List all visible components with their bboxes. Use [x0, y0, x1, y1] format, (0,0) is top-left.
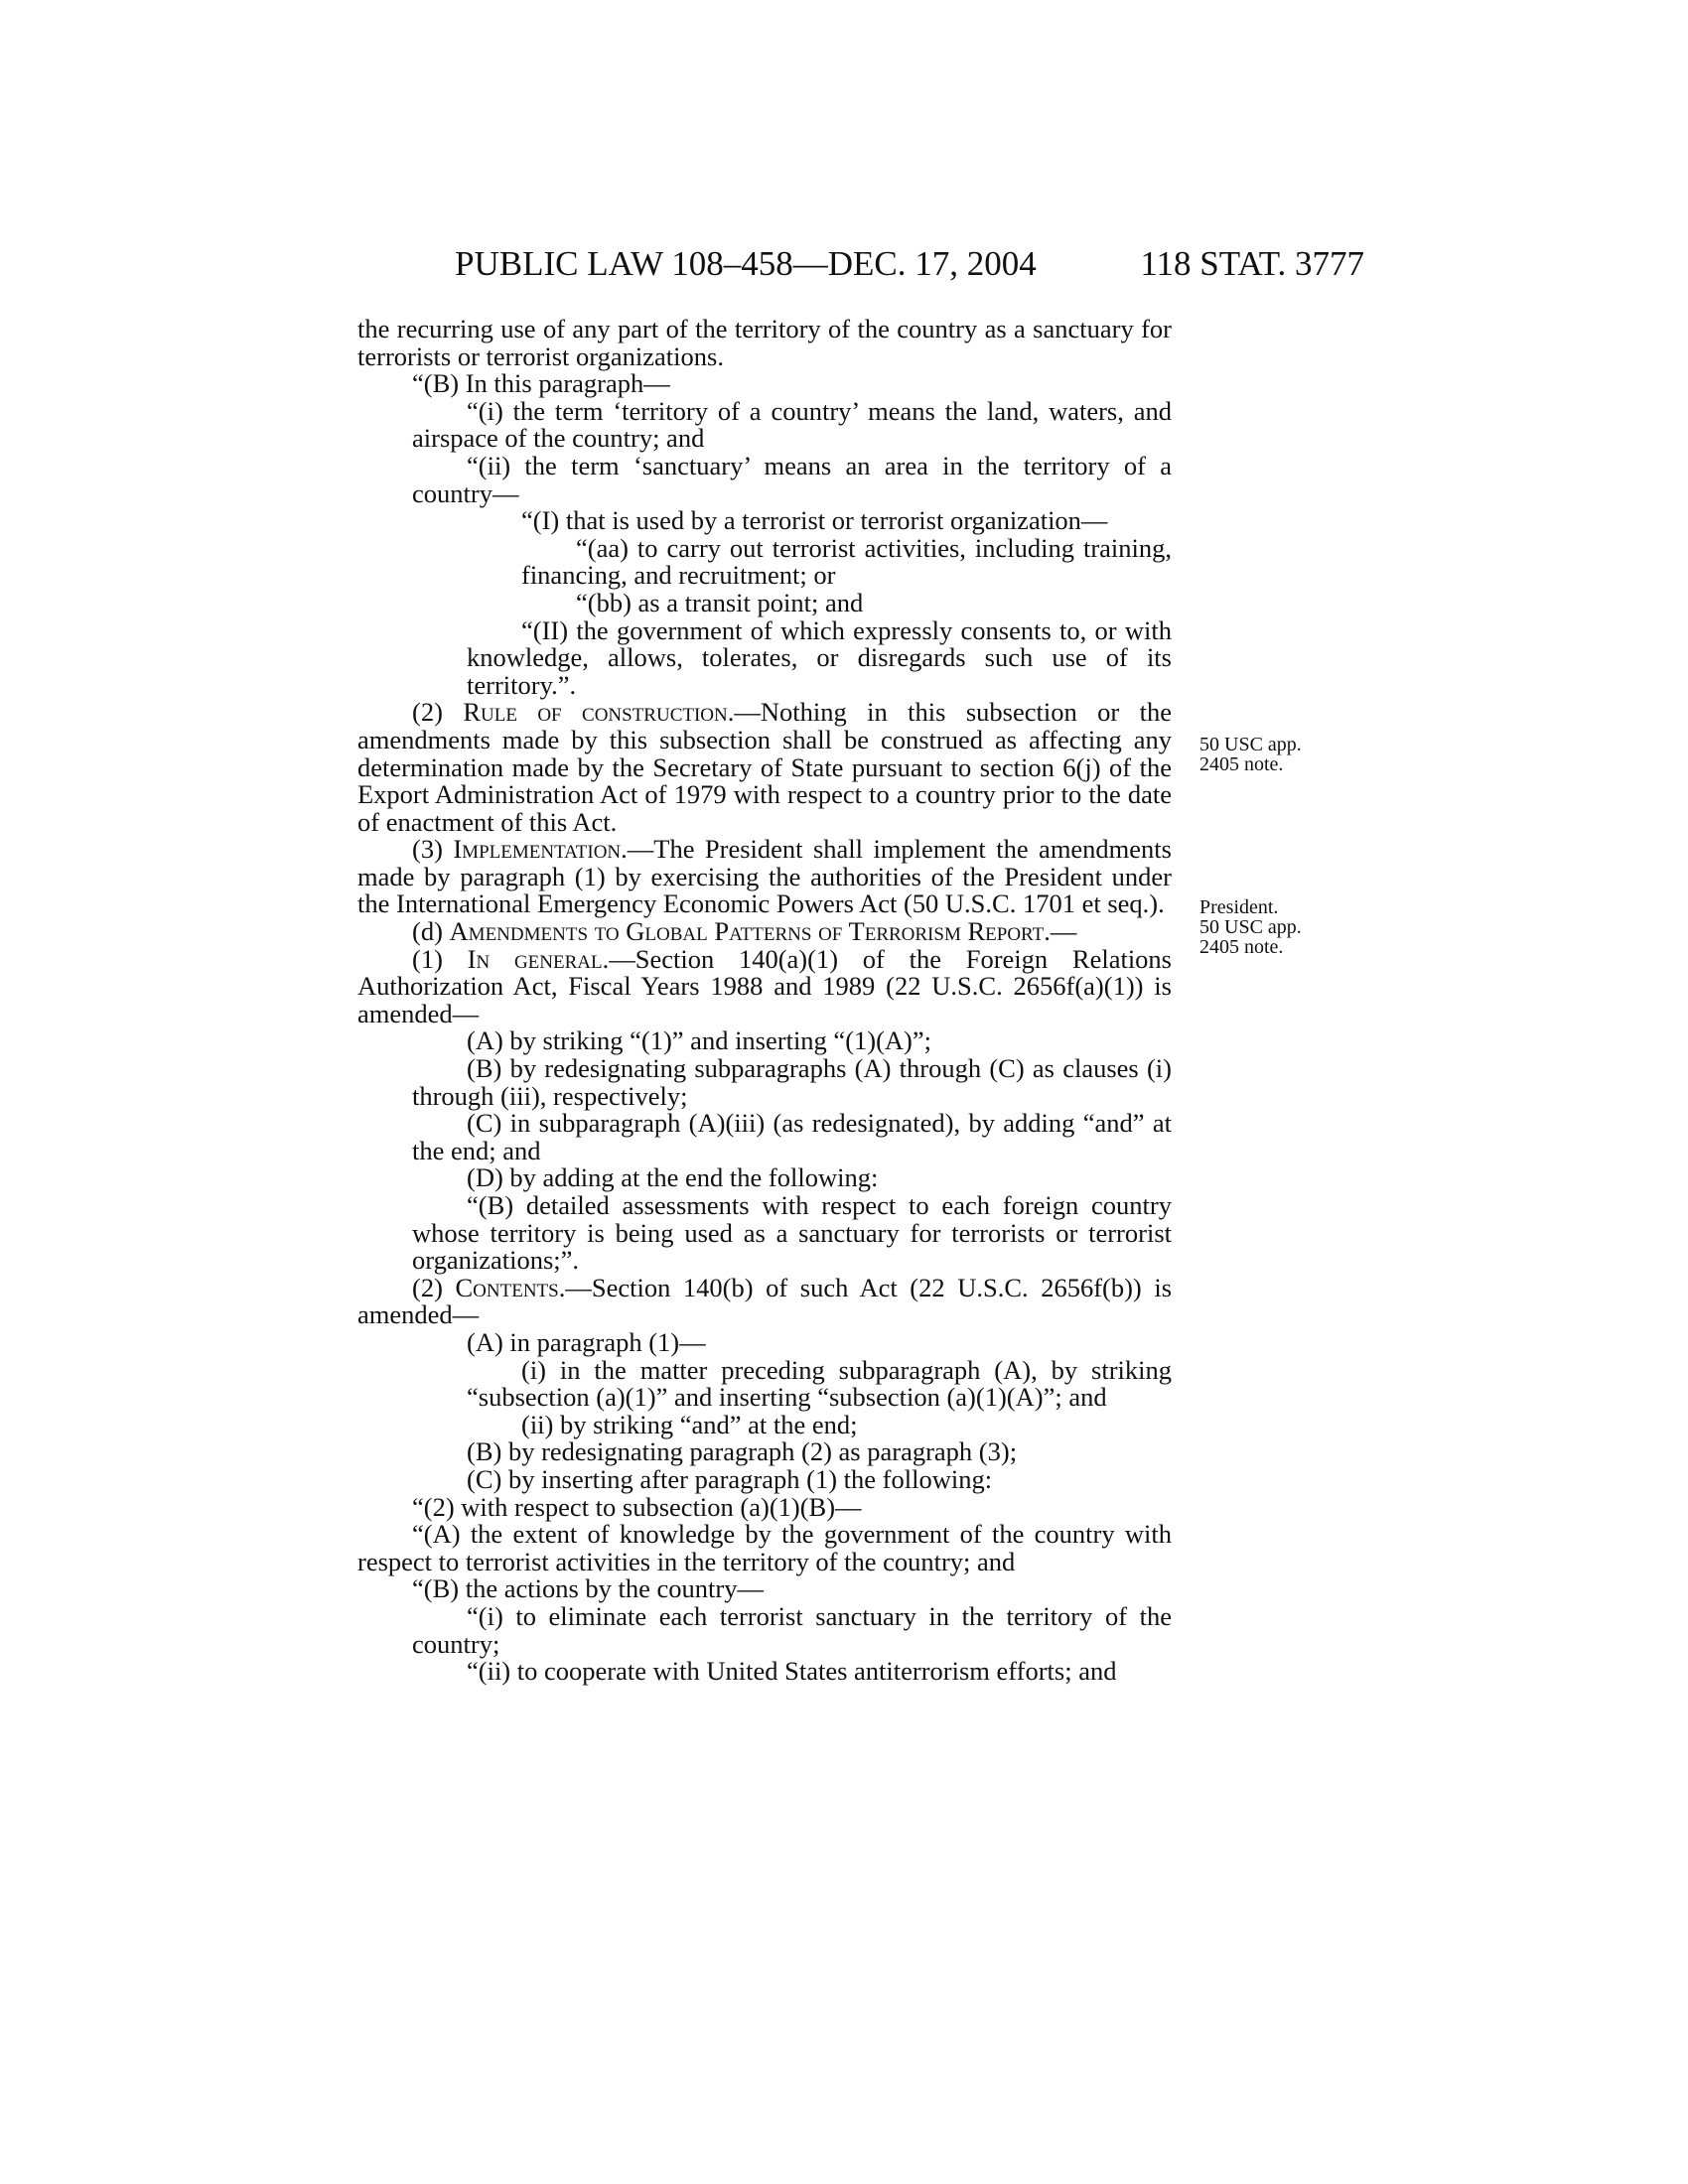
statute-paragraph	[357, 1491, 1172, 1522]
running-head-title: PUBLIC LAW 108–458—DEC. 17, 2004	[455, 244, 1037, 283]
paragraph-text: .—Section 140(a)(1) of the Foreign Relations Authorization Act, Fiscal Years 1988 and 1989 (22 U.S.C. 2656f(a)(1)) is amended—	[357, 943, 1172, 1028]
paragraph-text: “(B) detailed assessments with respect to each foreign country whose territory is being used as a sanctuary for terrorists or terrorist organizations;”.	[412, 1190, 1172, 1276]
paragraph-text: “(aa) to carry out terrorist activities, including training, financing, and recruitment; or	[521, 532, 1172, 591]
statute-paragraph	[357, 1600, 1172, 1659]
statute-paragraph	[357, 1463, 1172, 1494]
paragraph-text: (B) by redesignating subparagraphs (A) through (C) as clauses (i) through (iii), respectively;	[412, 1053, 1172, 1111]
statute-paragraph	[357, 587, 1172, 617]
paragraph-heading: In general	[467, 943, 603, 974]
statute-paragraph	[357, 1027, 1172, 1055]
statute-paragraph	[357, 1575, 1172, 1603]
paragraph-heading: Contents	[455, 1272, 559, 1302]
statute-paragraph	[357, 836, 1172, 918]
paragraph-text: (D) by adding at the end the following:	[467, 1162, 879, 1193]
paragraph-text: (ii) by striking “and” at the end;	[521, 1409, 858, 1439]
paragraph-text: “(I) that is used by a terrorist or terrorist organization—	[521, 505, 1108, 536]
statute-paragraph	[357, 1438, 1172, 1466]
paragraph-text: .—Section 140(b) of such Act (22 U.S.C. 2656f(b)) is amended—	[357, 1272, 1173, 1330]
paragraph-text: “(B) the actions by the country—	[412, 1573, 764, 1604]
statute-paragraph	[357, 450, 1172, 508]
statute-paragraph	[357, 1658, 1172, 1686]
running-head-stat-page: 118 STAT. 3777	[1140, 244, 1364, 283]
statute-paragraph	[357, 532, 1172, 591]
statute-paragraph	[357, 1521, 1172, 1575]
statute-paragraph	[301, 918, 1172, 946]
paragraph-text: (B) by redesignating paragraph (2) as paragraph (3);	[467, 1436, 1018, 1467]
statute-paragraph	[357, 507, 1172, 535]
statute-paragraph	[357, 1192, 1172, 1275]
paragraph-designator: (2)	[412, 1272, 456, 1302]
statute-paragraph	[357, 316, 1172, 370]
paragraph-text: (i) in the matter preceding subparagraph (A), by striking “subsection (a)(1)” and inserting “subsection (a)(1)(A)”; and	[467, 1354, 1172, 1413]
statute-paragraph	[357, 1164, 1172, 1192]
statute-paragraph	[357, 1354, 1172, 1413]
paragraph-text: “(ii) to cooperate with United States antiterrorism efforts; and	[467, 1656, 1117, 1687]
paragraph-designator: (2)	[412, 697, 464, 728]
paragraph-text: (C) in subparagraph (A)(iii) (as redesignated), by adding “and” at the end; and	[412, 1108, 1172, 1165]
paragraph-text: “(bb) as a transit point; and	[576, 587, 864, 617]
statute-paragraph	[357, 395, 1172, 454]
statute-paragraph	[357, 614, 1172, 700]
paragraph-text: .—Nothing in this subsection or the amendments made by this subsection shall be construed as affecting any determination made by the Secretary of State pursuant to section 6(j) of the Export Administration Act of 1979 with respect to a country prior to the date of enactment of this Act.	[357, 697, 1172, 837]
paragraph-text: “(i) the term ‘territory of a country’ means the land, waters, and airspace of the country; and	[412, 395, 1172, 454]
paragraph-text: “(2) with respect to subsection (a)(1)(B)—	[412, 1491, 862, 1522]
paragraph-heading: Rule of construction	[463, 697, 728, 728]
paragraph-text: “(ii) the term ‘sanctuary’ means an area in the territory of a country—	[412, 450, 1172, 508]
statute-body-text	[357, 316, 1172, 1686]
paragraph-text: “(II) the government of which expressly consents to, or with knowledge, allows, tolerates, or disregards such use of its territory.”.	[467, 614, 1172, 700]
paragraph-text: (A) in paragraph (1)—	[467, 1326, 706, 1357]
statute-paragraph	[357, 943, 1172, 1028]
statute-paragraph	[357, 699, 1172, 836]
statute-paragraph	[357, 1326, 1172, 1357]
paragraph-text: .—	[1044, 916, 1077, 947]
statute-paragraph	[357, 370, 1172, 398]
paragraph-heading: Implementation	[453, 834, 622, 865]
paragraph-text: the recurring use of any part of the territory of the country as a sanctuary for terrorists or terrorist organizations.	[357, 314, 1172, 371]
paragraph-designator: (1)	[412, 943, 468, 974]
statute-paragraph	[357, 1055, 1172, 1110]
paragraph-text: (C) by inserting after paragraph (1) the following:	[467, 1463, 993, 1494]
statute-paragraph	[357, 1110, 1172, 1164]
statute-paragraph	[357, 1409, 1172, 1439]
paragraph-text: “(B) In this paragraph—	[412, 368, 670, 399]
paragraph-text: “(i) to eliminate each terrorist sanctuary in the territory of the country;	[412, 1600, 1172, 1659]
paragraph-designator: (3)	[412, 834, 454, 865]
margin-note-usc: 50 USC app. 2405 note.	[1199, 734, 1302, 775]
paragraph-text: .—The President shall implement the amendments made by paragraph (1) by exercising the authorities of the President under the International Emergency Economic Powers Act (50 U.S.C. 1701 et seq.).	[357, 834, 1172, 919]
margin-note-president: President. 50 USC app. 2405 note.	[1199, 896, 1302, 958]
paragraph-text: “(A) the extent of knowledge by the government of the country with respect to terrorist activities in the territory of the country; and	[357, 1519, 1172, 1576]
paragraph-designator: (d)	[412, 916, 450, 947]
paragraph-heading: Amendments to Global Patterns of Terrorism Report	[449, 916, 1045, 947]
statute-paragraph	[357, 1272, 1173, 1330]
paragraph-text: (A) by striking “(1)” and inserting “(1)(A)”;	[467, 1025, 932, 1056]
